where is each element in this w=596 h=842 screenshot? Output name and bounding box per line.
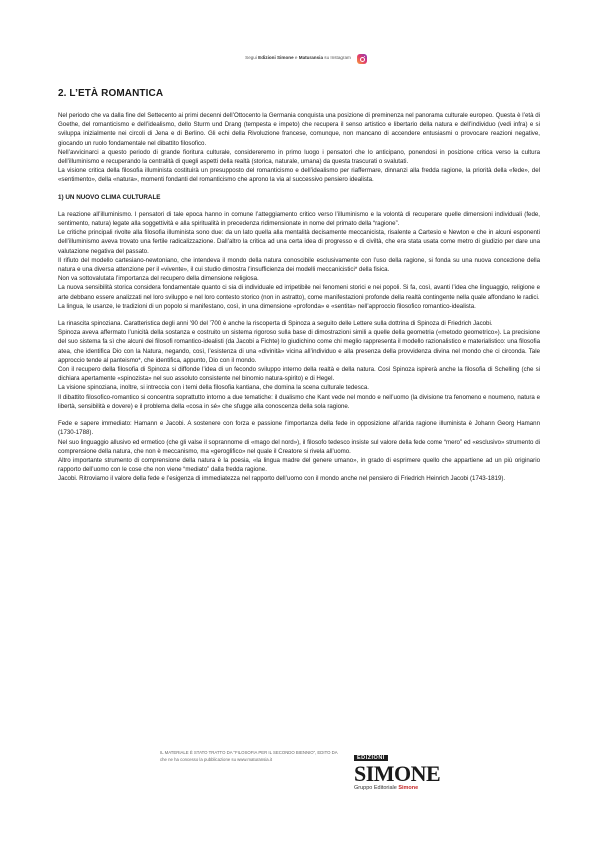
footer-credit [160,749,360,763]
section3-paragraph: Fede e sapere immediato: Hamann e Jacobi. A sostenere con forza e passione l’importanza della fede in opposizione all’arida ragione illuminista è Johann Georg Hamann (1730-1788). [58,420,540,437]
follow-text-end: su Instagram [323,55,351,60]
footer [0,746,596,796]
intro-paragraph: Nell’avvicinarci a questo periodo di grande fioritura culturale, considereremo in primo luogo i pensatori che lo anticipano, ponendosi in posizione critica verso la cultura dell’illuminismo e recuperando la centralità di quegli aspetti della realtà (storica, naturale, umana) da questa trascurati o svalutati. [58,148,540,166]
section1-paragraph: Non va sottovalutata l’importanza del recupero della dimensione religiosa. [58,275,259,283]
section3-paragraph: Altro importante strumento di comprensione della natura è la poesia, «la lingua madre del genere umano», in grado di esprimere quello che appartiene ad un più originario rapporto dell’uomo con le cose che non viene “mediato” dalla fredda ragione. [58,456,540,474]
section1-paragraph: Le critiche principali rivolte alla filosofia illuminista sono due: da un lato quella alla mentalità decisamente meccanicista, risalente a Cartesio e Newton e che in alcuni esponenti dell’illuminismo aveva trovato una fertile radicalizzazione. Dall’altro la critica ad una certa idea di progresso e di civiltà, che era stata usata come metro di giudizio per dare una valutazione negativa del passato. [58,229,540,255]
follow-text-mid: e [293,55,299,60]
section2-paragraph: Con il recupero della filosofia di Spinoza si diffonde l’idea di un fecondo sviluppo interno della realtà e della natura. Così Spinoza ispirerà anche la filosofia di Schelling (che si dichiara apertamente «spinozista» nel suo assoluto consistente nel binomio natura-spirito) e di Hegel. [58,366,540,383]
logo-gruppo: Gruppo Editoriale Simone [354,785,419,791]
section1-paragraph: La nuova sensibilità storica considera fondamentale quanto ci sia di individuale ed irripetibile nei fenomeni storici e nei popoli. Si fa, così, avanti l’idea che linguaggio, religione e arte debbano essere analizzati nel loro sviluppo e nel loro contesto storico (non in astratto), come manifestazioni profonde della realtà contingente nella quale affondano le radici. [58,284,540,301]
follow-brand: Edizioni Simone [258,55,294,60]
footer-credit-line: IL MATERIALE È STATO TRATTO DA “FILOSOFIA PER IL SECONDO BIENNIO”, EDITO DA [160,750,338,755]
chapter-title: 2. L’ETÀ ROMANTICA [58,88,164,99]
follow-brand-2: Maturansia [298,55,324,60]
intro-paragraph: La visione critica della filosofia illuminista costituirà un presupposto del romanticismo e dell’idealismo per riaffermare, dinnanzi alla fredda ragione, la priorità della «fede», del «sentimento», della «natura», momenti fondanti del romanticismo che aprono la via al successivo pensiero idealista. [58,167,540,184]
document-body [58,88,540,484]
section1-paragraph: La reazione all’illuminismo. I pensatori di tale epoca hanno in comune l’atteggiamento critico verso l’illuminismo e la volontà di recuperare quelle dimensioni individuali (fede, sentimento, natura) legate alla soggettività e alla spiritualità in precedenza ridimensionate in nome del primato della “ragione”. [58,210,540,228]
section3-paragraph: Jacobi. Ritroviamo il valore della fede e l’esigenza di immediatezza nel rapporto dell’uomo con il mondo anche nel pensiero di Friedrich Heinrich Jacobi (1743-1819). [58,475,506,483]
intro-paragraph: Nel periodo che va dalla fine del Settecento ai primi decenni dell’Ottocento la Germania conquista una posizione di preminenza nel panorama culturale europeo. Questa è l’età di Goethe, del romanticismo e dell’idealismo, dello Sturm und Drang (tempesta e impeto) che recupera il senso artistico e libertario della natura e dell’individuo (vedi infra) e si sviluppa inizialmente nei circoli di Jena e di Berlino. Gli echi della Rivoluzione francese, comunque, non mancano di accendere entusiasmi o provocare reazioni negative, giocando un ruolo fondamentale nel dibattito filosofico. [58,112,540,147]
section3-paragraph: Nel suo linguaggio allusivo ed ermetico (che gli valse il soprannome di «mago del nord»), il filosofo tedesco insiste sul valore della fede come “mero” ed «esclusivo» strumento di comprensione della natura, che non è meccanismo, ma «geroglifico» nel quale il Creatore si rivela all’uomo. [58,438,540,455]
footer-credit-link[interactable]: che ne ha concesso la pubblicazione su www.maturansia.it [160,757,273,762]
instagram-follow-line [0,55,596,60]
section2-paragraph: Spinoza aveva affermato l’unicità della sostanza e costruito un sistema rigoroso sulla base di dimostrazioni simili a quelle della geometria («metodo geometrico»). La precisione del suo sistema fa sì che alcuni dei filosofi romantico-idealisti (da Jacobi a Fichte) lo giudichino come chi meglio rappresenta il modello razionalistico e materialistico: una filosofia atea, che identifica Dio con la Natura, negando, così, l’esistenza di una «divinità» vicina all’individuo e alla presenza della provvidenza divina nel mondo che ci circonda. Tale approccio tende al panteismo*, che identifica, appunto, Dio con il mondo. [58,329,540,364]
follow-text: Segui [245,55,259,60]
section2-paragraph: Il dibattito filosofico-romantico si concentra soprattutto intorno a due tematiche: il dualismo che Kant vede nel mondo e nell’uomo (la divisione tra fenomeno e noumeno, natura e libertà, sensibilità e dovere) e il problema della «cosa in sé» che sfugge alla conoscenza della sola ragione. [58,393,540,410]
logo-edizioni: EDIZIONI [354,755,388,761]
instagram-icon[interactable] [357,54,367,64]
section2-paragraph: La visione spinoziana, inoltre, si intreccia con i temi della filosofia kantiana, che domina la scena culturale tedesca. [58,384,369,392]
section-heading: 1) UN NUOVO CLIMA CULTURALE [58,193,161,201]
section1-paragraph: Il rifiuto del modello cartesiano-newtoniano, che intendeva il mondo della natura conoscibile esclusivamente con l’uso della ragione, si fonda su una nuova concezione della natura e una diversa attenzione per il «vivente», il cui studio dimostra l’insufficienza dei modelli meccanicistici* della fisica. [58,256,540,274]
section1-paragraph: La lingua, le usanze, le tradizioni di un popolo si manifestano, così, in una dimensione «profonda» e «sentita» nell’approccio filosofico romantico-idealista. [58,302,476,310]
section2-paragraph: La rinascita spinoziana. Caratteristica degli anni ’90 del ’700 è anche la riscoperta di Spinoza a seguito delle Lettere sulla dottrina di Spinoza di Friedrich Jacobi. [58,320,493,328]
logo-simone: SIMONE [354,761,441,786]
simone-logo [354,746,440,791]
